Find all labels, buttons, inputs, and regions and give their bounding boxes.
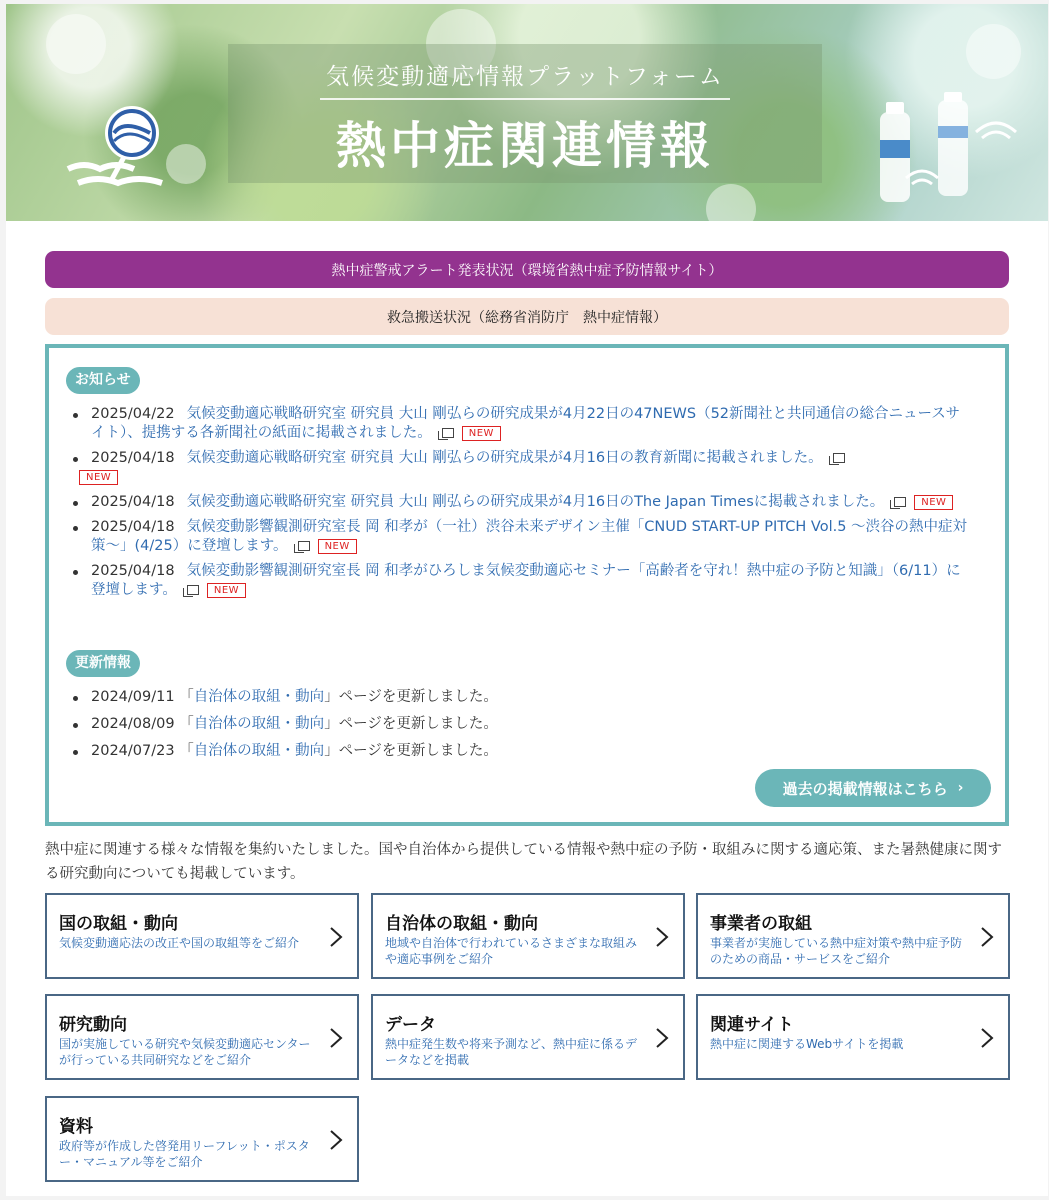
card-description: 事業者が実施している熱中症対策や熱中症予防のための商品・サービスをご紹介 bbox=[710, 936, 963, 966]
news-link[interactable]: 気候変動適応戦略研究室 研究員 大山 剛弘らの研究成果が4月16日のThe Japan Timesに掲載されました。 bbox=[186, 494, 885, 510]
update-date: 2024/09/11 bbox=[91, 689, 175, 705]
update-quote-open: 「 bbox=[179, 743, 194, 759]
news-item bbox=[69, 493, 969, 512]
update-link[interactable]: 自治体の取組・動向 bbox=[193, 689, 325, 705]
news-heading: お知らせ bbox=[66, 367, 140, 394]
news-date: 2025/04/18 bbox=[91, 494, 175, 510]
updates-list bbox=[69, 688, 969, 769]
page bbox=[6, 4, 1048, 1196]
card-title: 自治体の取組・動向 bbox=[385, 914, 538, 934]
news-link[interactable]: 気候変動適応戦略研究室 研究員 大山 剛弘らの研究成果が4月16日の教育新聞に掲載されました。 bbox=[186, 450, 823, 466]
card-materials[interactable] bbox=[45, 1096, 359, 1182]
heat-alert-status-label: 熱中症警戒アラート発表状況（環境省熱中症予防情報サイト） bbox=[331, 262, 723, 279]
card-description: 政府等が作成した啓発用リーフレット・ポスター・マニュアル等をご紹介 bbox=[59, 1139, 310, 1169]
news-list bbox=[69, 405, 969, 606]
card-title: 事業者の取組 bbox=[710, 914, 812, 934]
external-link-icon bbox=[187, 585, 199, 595]
news-panel bbox=[45, 344, 1009, 826]
card-title: データ bbox=[385, 1015, 436, 1035]
card-national[interactable] bbox=[45, 893, 359, 979]
chevron-right-icon bbox=[978, 925, 996, 949]
hero-banner bbox=[6, 4, 1048, 221]
chevron-right-icon bbox=[653, 925, 671, 949]
update-link[interactable]: 自治体の取組・動向 bbox=[193, 743, 325, 759]
card-description: 熱中症発生数や将来予測など、熱中症に係るデータなどを掲載 bbox=[385, 1037, 638, 1067]
new-badge: NEW bbox=[318, 539, 357, 554]
news-date: 2025/04/18 bbox=[91, 519, 175, 535]
past-news-button[interactable] bbox=[755, 769, 991, 807]
card-municipal[interactable] bbox=[371, 893, 685, 979]
update-item bbox=[69, 715, 969, 734]
chevron-right-icon bbox=[327, 1026, 345, 1050]
chevron-right-icon: › bbox=[957, 780, 964, 796]
update-link[interactable]: 自治体の取組・動向 bbox=[193, 716, 325, 732]
heat-alert-status-button[interactable] bbox=[45, 251, 1009, 288]
external-link-icon bbox=[298, 541, 310, 551]
card-description: 国が実施している研究や気候変動適応センターが行っている共同研究などをご紹介 bbox=[59, 1037, 311, 1067]
card-description: 気候変動適応法の改正や国の取組等をご紹介 bbox=[59, 936, 300, 950]
chevron-right-icon bbox=[653, 1026, 671, 1050]
news-item bbox=[69, 562, 969, 600]
card-research[interactable] bbox=[45, 994, 359, 1080]
update-quote-open: 「 bbox=[179, 689, 194, 705]
update-item bbox=[69, 742, 969, 761]
new-badge: NEW bbox=[914, 495, 953, 510]
ambulance-transport-status-button[interactable] bbox=[45, 298, 1009, 335]
card-data[interactable] bbox=[371, 994, 685, 1080]
news-date: 2025/04/22 bbox=[91, 406, 175, 422]
card-related-sites[interactable] bbox=[696, 994, 1010, 1080]
page-title: 熱中症関連情報 bbox=[336, 117, 714, 175]
chevron-right-icon bbox=[327, 925, 345, 949]
external-link-icon bbox=[442, 428, 454, 438]
update-quote-open: 「 bbox=[179, 716, 194, 732]
news-date: 2025/04/18 bbox=[91, 563, 175, 579]
news-item bbox=[69, 449, 969, 487]
update-item bbox=[69, 688, 969, 707]
news-link[interactable]: 気候変動影響観測研究室長 岡 和孝がひろしま気候変動適応セミナー「高齢者を守れ！熱中症の予防と知識」（6/11）に登壇します。 bbox=[91, 563, 961, 598]
intro-text: 熱中症に関連する様々な情報を集約いたしました。国や自治体から提供している情報や熱中症の予防・取組みに関する適応策、また暑熱健康に関する研究動向についても掲載しています。 bbox=[45, 842, 1002, 882]
news-item bbox=[69, 405, 969, 443]
update-text: 」ページを更新しました。 bbox=[324, 689, 498, 705]
hero-title-box bbox=[228, 44, 822, 183]
uchiwa-fan-icon bbox=[64, 99, 174, 203]
hero-subtitle: 気候変動適応情報プラットフォーム bbox=[326, 64, 724, 90]
card-title: 国の取組・動向 bbox=[59, 914, 178, 934]
chevron-right-icon bbox=[978, 1026, 996, 1050]
update-date: 2024/07/23 bbox=[91, 743, 175, 759]
card-business[interactable] bbox=[696, 893, 1010, 979]
card-description: 熱中症に関連するWebサイトを掲載 bbox=[710, 1037, 904, 1051]
updates-heading: 更新情報 bbox=[66, 650, 140, 677]
card-title: 研究動向 bbox=[59, 1015, 127, 1035]
card-title: 関連サイト bbox=[710, 1015, 794, 1035]
news-item bbox=[69, 518, 969, 556]
news-link[interactable]: 気候変動影響観測研究室長 岡 和孝が（一社）渋谷未来デザイン主催「CNUD START-UP PITCH Vol.5 〜渋谷の熱中症対策〜」(4/25）に登壇します。 bbox=[91, 519, 968, 554]
new-badge: NEW bbox=[79, 470, 118, 485]
news-date: 2025/04/18 bbox=[91, 450, 175, 466]
new-badge: NEW bbox=[462, 426, 501, 441]
update-date: 2024/08/09 bbox=[91, 716, 175, 732]
past-news-label: 過去の掲載情報はこちら bbox=[782, 779, 948, 798]
water-bottles-icon bbox=[866, 92, 1036, 216]
ambulance-transport-status-label: 救急搬送状況（総務省消防庁 熱中症情報） bbox=[387, 309, 667, 326]
external-link-icon bbox=[833, 453, 845, 463]
news-link[interactable]: 気候変動適応戦略研究室 研究員 大山 剛弘らの研究成果が4月22日の47NEWS（52新聞社と共同通信の総合ニュースサイト）、提携する各新聞社の紙面に掲載されました。 bbox=[91, 406, 961, 441]
external-link-icon bbox=[894, 497, 906, 507]
hero-divider bbox=[320, 98, 730, 100]
update-text: 」ページを更新しました。 bbox=[324, 716, 498, 732]
new-badge: NEW bbox=[207, 583, 246, 598]
card-description: 地域や自治体で行われているさまざまな取組みや適応事例をご紹介 bbox=[385, 936, 638, 966]
update-text: 」ページを更新しました。 bbox=[324, 743, 498, 759]
chevron-right-icon bbox=[327, 1128, 345, 1152]
card-title: 資料 bbox=[59, 1117, 93, 1137]
